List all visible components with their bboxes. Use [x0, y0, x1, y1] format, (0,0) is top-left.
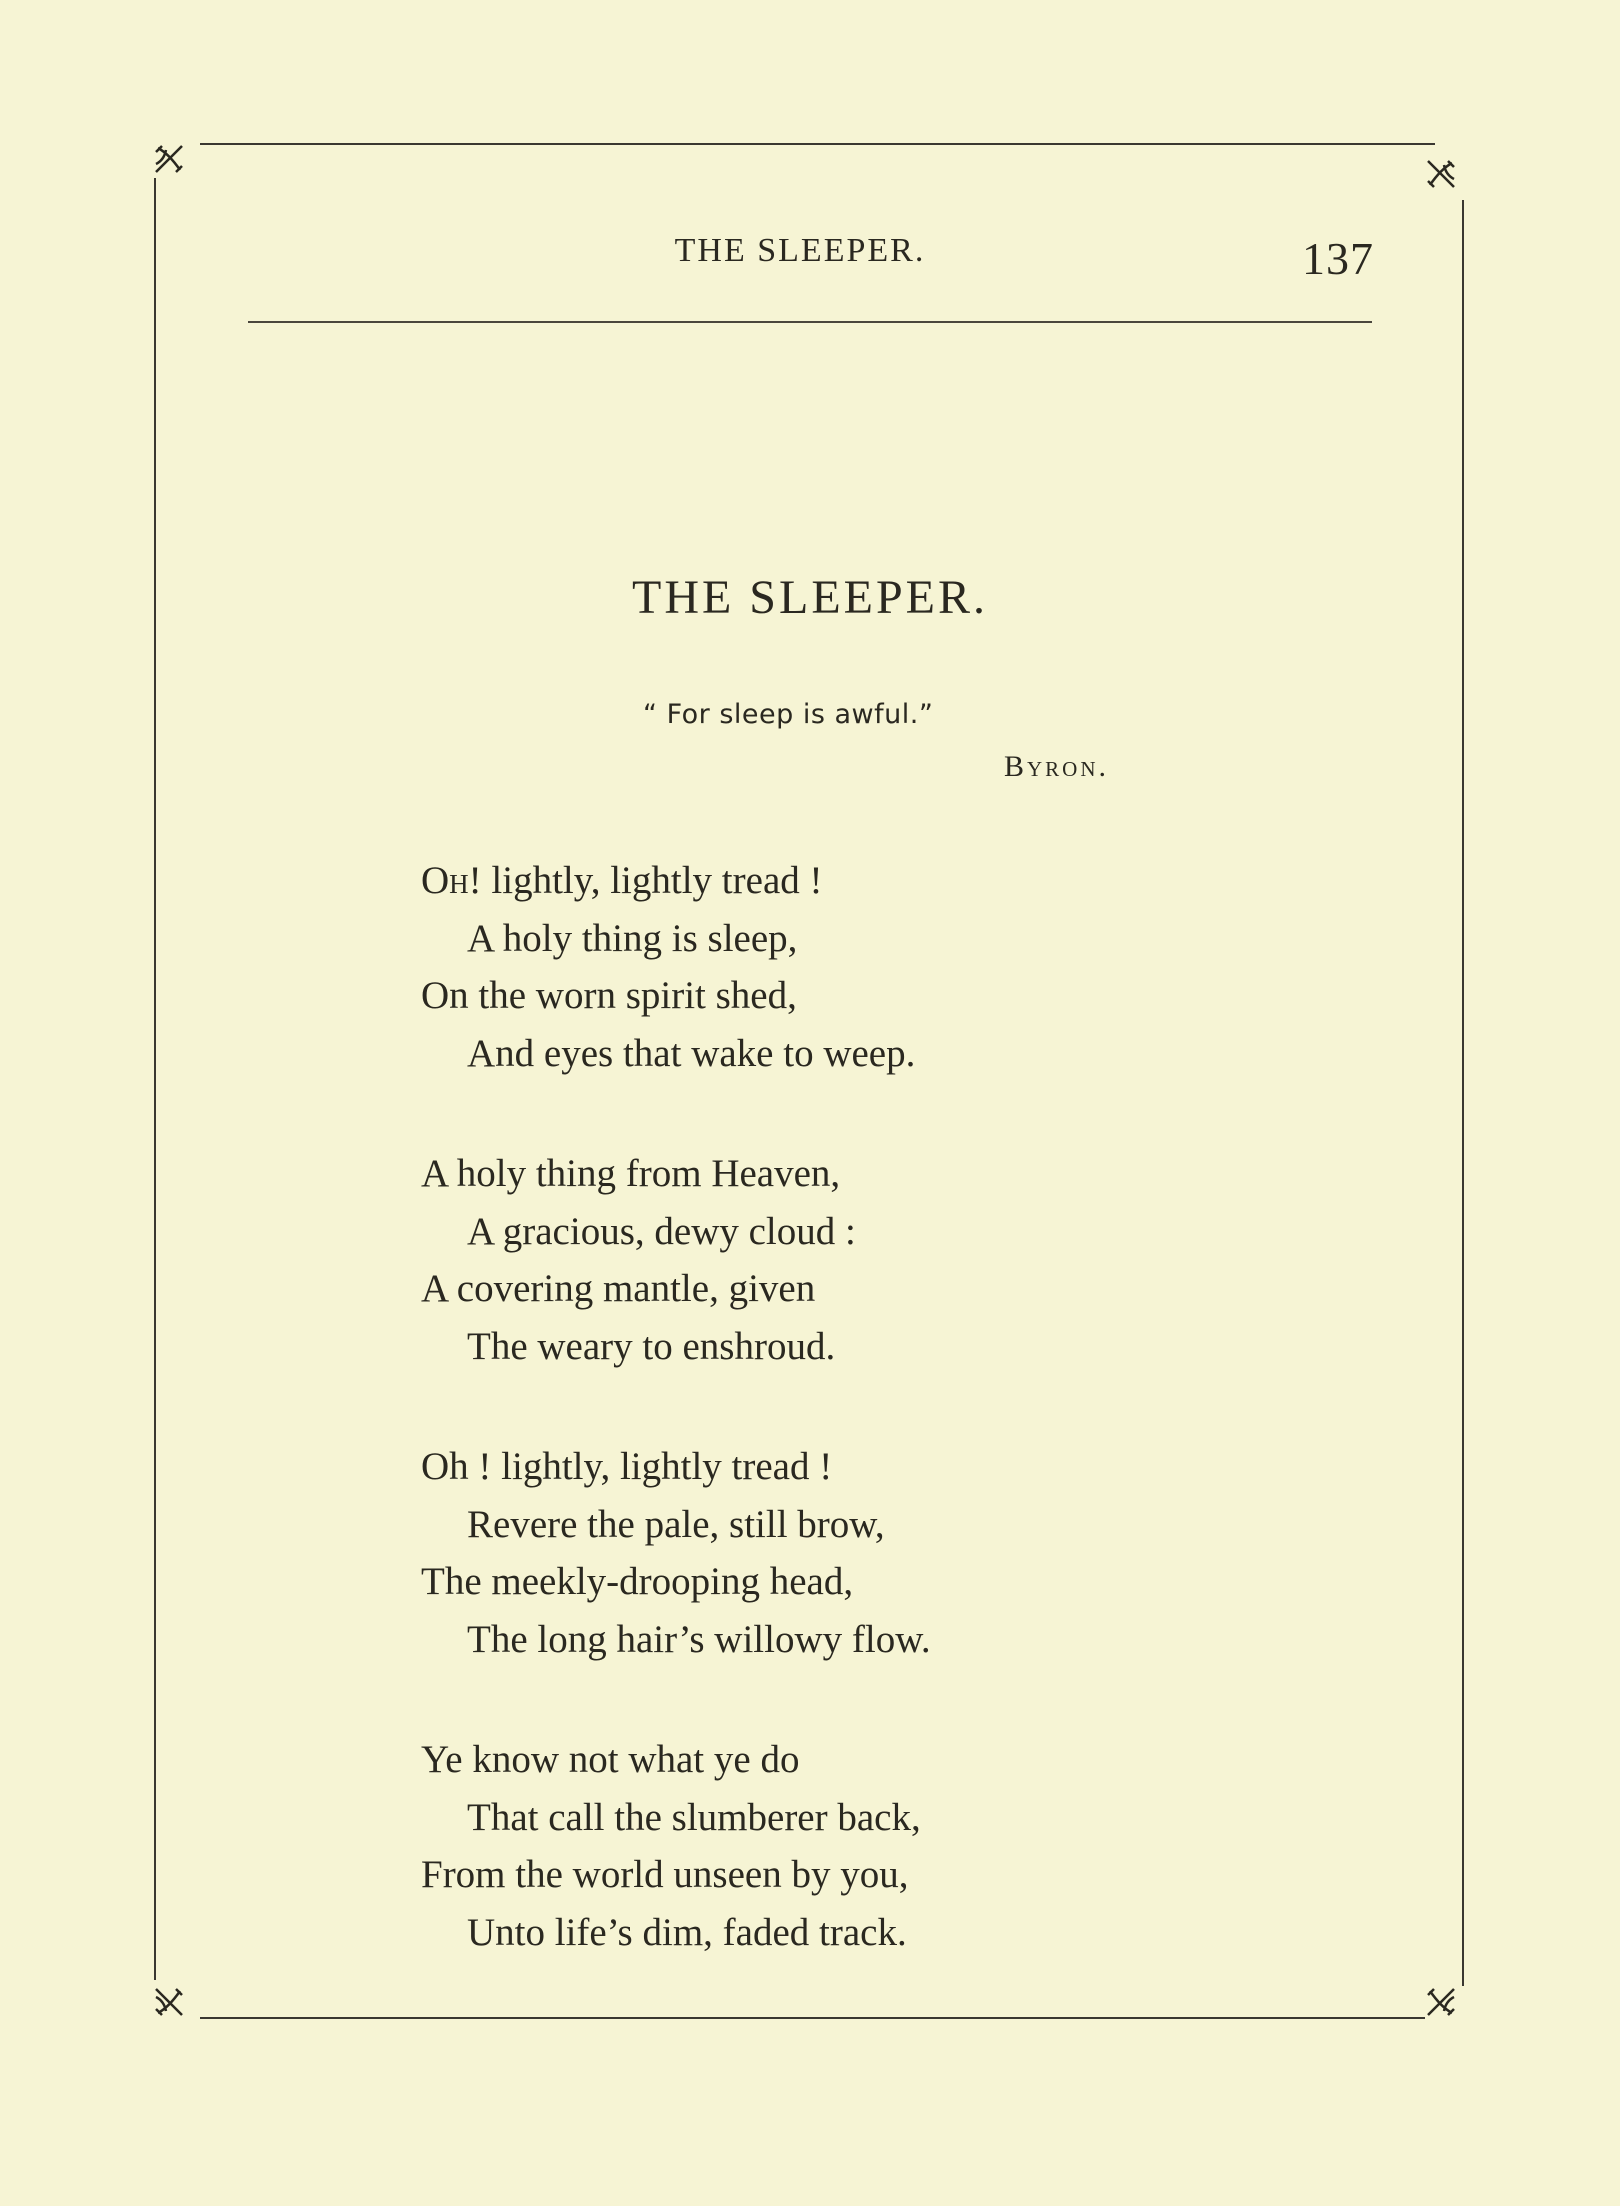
poem-line: The meekly-drooping head,: [421, 1560, 854, 1603]
poem-line: Oh! lightly, lightly tread !: [421, 859, 823, 902]
poem-line: That call the slumberer back,: [467, 1795, 921, 1839]
poem-body: [421, 852, 931, 2024]
poem-line: Unto life’s dim, faded track.: [467, 1910, 907, 1954]
running-head: THE SLEEPER.: [674, 232, 926, 269]
stanza: [421, 1731, 931, 1961]
corner-ornament-icon: [1424, 1985, 1458, 2019]
poem-line: The weary to enshroud.: [467, 1324, 836, 1368]
corner-ornament-icon: [152, 1985, 186, 2019]
header-rule: [248, 321, 1372, 323]
poem-line: Oh ! lightly, lightly tread !: [421, 1445, 833, 1488]
poem-line: And eyes that wake to weep.: [467, 1031, 916, 1075]
stanza: [421, 1145, 931, 1375]
poem-title: THE SLEEPER.: [632, 571, 988, 624]
corner-ornament-icon: [1424, 157, 1458, 191]
poem-line: A covering mantle, given: [421, 1267, 816, 1310]
poem-line: A holy thing is sleep,: [467, 916, 798, 960]
epigraph-author: Byron.: [1004, 750, 1110, 783]
poem-line: On the worn spirit shed,: [421, 974, 797, 1017]
poem-line: Revere the pale, still brow,: [467, 1502, 885, 1546]
epigraph-quote: “ For sleep is awful.”: [643, 699, 934, 730]
poem-line: Ye know not what ye do: [421, 1738, 800, 1781]
corner-ornament-icon: [152, 142, 186, 176]
frame-right-rule: [1462, 200, 1464, 1986]
frame-left-rule: [154, 178, 156, 1980]
stanza: [421, 1438, 931, 1668]
page-number: 137: [1302, 233, 1374, 284]
poem-line: From the world unseen by you,: [421, 1853, 909, 1896]
stanza: [421, 852, 931, 1082]
frame-top-rule: [200, 143, 1435, 145]
poem-line: The long hair’s willowy flow.: [467, 1617, 931, 1661]
poem-line: A holy thing from Heaven,: [421, 1152, 841, 1195]
drop-word: Oh: [421, 859, 469, 902]
poem-line: A gracious, dewy cloud :: [467, 1209, 856, 1253]
